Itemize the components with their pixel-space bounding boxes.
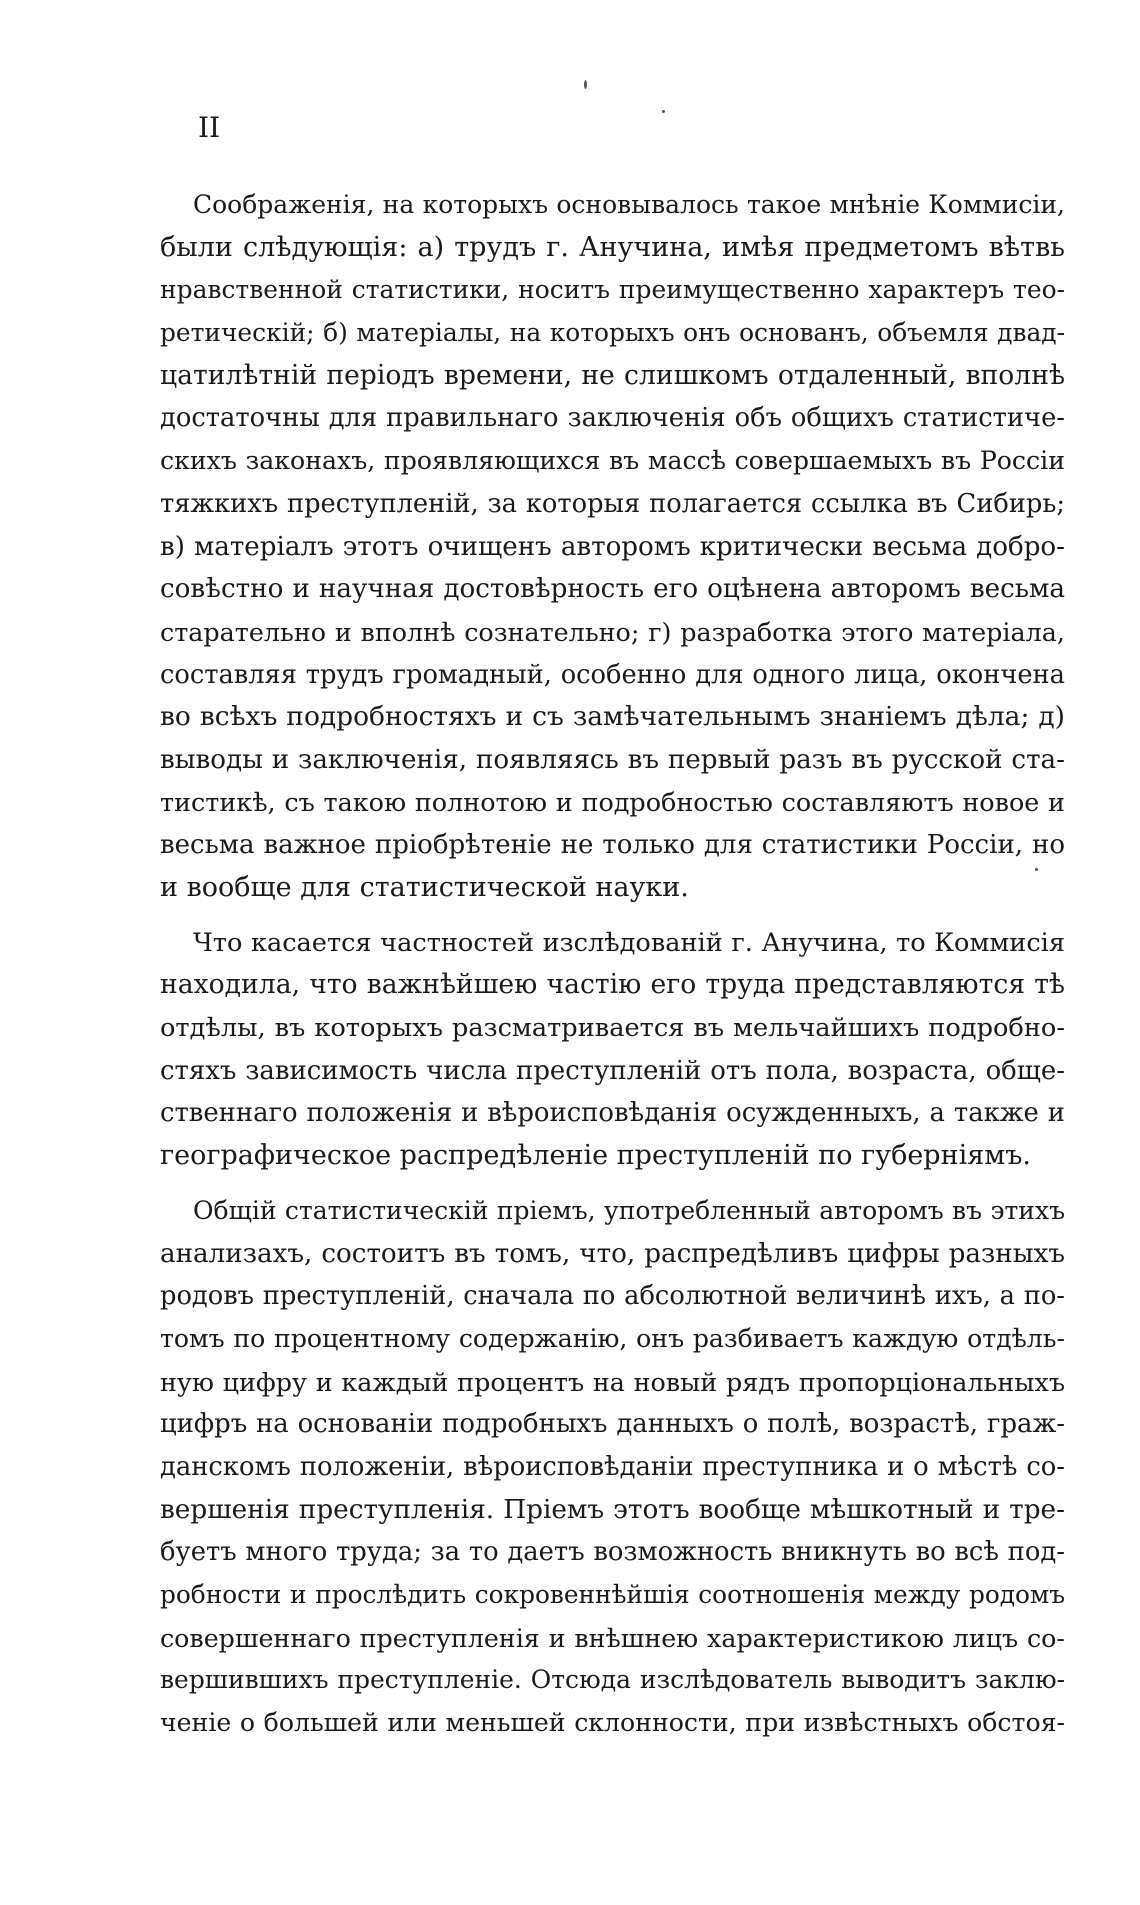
text-line: тяжкихъ преступленій, за которыя полагается ссылка въ Сибирь; (160, 488, 1065, 519)
text-line: робности и прослѣдить сокровеннѣйшія соотношенія между родомъ (160, 1580, 1065, 1609)
text-line: находила, что важнѣйшею частію его труда представляются тѣ (160, 969, 1065, 1001)
text-line: ную цифру и каждый процентъ на новый рядъ пропорціональныхъ (160, 1366, 1065, 1397)
text-line: цифръ на основаніи подробныхъ данныхъ о полѣ, возрастѣ, граж- (160, 1409, 1065, 1440)
text-line: выводы и заключенія, появляясь въ первый разъ въ русской ста- (160, 744, 1065, 775)
print-speck (584, 80, 587, 89)
paragraph (160, 1190, 1065, 1745)
text-line: Соображенія, на которыхъ основывалось такое мнѣніе Коммисіи, (193, 190, 1065, 219)
text-line: достаточны для правильнаго заключенія объ общихъ статистиче- (160, 403, 1065, 434)
page-number: II (198, 111, 221, 144)
text-line: ственнаго положенія и вѣроисповѣданія осужденныхъ, а также и (160, 1098, 1065, 1129)
paragraph-gap (160, 1178, 1065, 1190)
text-line: были слѣдующія: а) трудъ г. Анучина, имѣя предметомъ вѣтвь (160, 231, 1065, 263)
text-line: цатилѣтній періодъ времени, не слишкомъ отдаленный, вполнѣ (160, 359, 1065, 391)
text-line: вершенія преступленія. Пріемъ этотъ вообще мѣшкотный и тре- (160, 1494, 1065, 1525)
paragraph (160, 184, 1065, 910)
text-line: Общій статистическій пріемъ, употребленный авторомъ въ этихъ (193, 1195, 1065, 1225)
text-line: буетъ много труда; за то даетъ возможность вникнуть во всѣ под- (160, 1537, 1065, 1568)
text-line: отдѣлы, въ которыхъ разсматривается въ мельчайшихъ подробно- (160, 1013, 1065, 1044)
text-line: ченіе о большей или меньшей склонности, при извѣстныхъ обстоя- (160, 1708, 1065, 1738)
text-line: во всѣхъ подробностяхъ и съ замѣчательнымъ знаніемъ дѣла; д) (160, 701, 1065, 733)
text-line: вершившихъ преступленіе. Отсюда изслѣдователь выводитъ заклю- (160, 1665, 1065, 1695)
text-line: в) матеріалъ этотъ очищенъ авторомъ критически весьма добро- (160, 531, 1065, 562)
text-line: томъ по процентному содержанію, онъ разбиваетъ каждую отдѣль- (160, 1323, 1065, 1353)
paragraph-gap (160, 910, 1065, 922)
text-line: ретическій; б) матеріалы, на которыхъ онъ основанъ, объемля двад- (160, 318, 1065, 348)
text-line: тистикѣ, съ такою полнотою и подробностью составляютъ новое и (160, 787, 1065, 818)
text-line: анализахъ, состоитъ въ томъ, что, распредѣливъ цифры разныхъ (160, 1238, 1065, 1269)
text-line: Что касается частностей изслѣдованій г. Анучина, то Коммисія (193, 927, 1065, 958)
text-line: совершеннаго преступленія и внѣшнею характеристикою лицъ со- (160, 1622, 1065, 1653)
paragraph (160, 922, 1065, 1178)
text-line: родовъ преступленій, сначала по абсолютной величинѣ ихъ, а по- (160, 1281, 1065, 1312)
text-line: скихъ законахъ, проявляющихся въ массѣ совершаемыхъ въ Россіи (160, 446, 1065, 476)
body-text (160, 184, 1065, 1745)
text-line: нравственной статистики, носитъ преимущественно характеръ тео- (160, 275, 1065, 305)
text-line: данскомъ положеніи, вѣроисповѣданіи преступника и о мѣстѣ со- (160, 1451, 1065, 1482)
text-line: и вообще для статистической науки. (160, 872, 689, 903)
text-line: стяхъ зависимость числа преступленій отъ пола, возраста, обще- (160, 1055, 1065, 1086)
text-line: старательно и вполнѣ сознательно; г) разработка этого матеріала, (160, 616, 1065, 647)
text-line: географическое распредѣленіе преступленій по губерніямъ. (160, 1140, 1032, 1172)
text-line: составляя трудъ громадный, особенно для одного лица, окончена (160, 659, 1065, 690)
text-line: весьма важное пріобрѣтеніе не только для статистики Россіи, но (160, 830, 1065, 861)
print-speck (662, 110, 665, 113)
text-line: совѣстно и научная достовѣрность его оцѣнена авторомъ весьма (160, 574, 1065, 605)
